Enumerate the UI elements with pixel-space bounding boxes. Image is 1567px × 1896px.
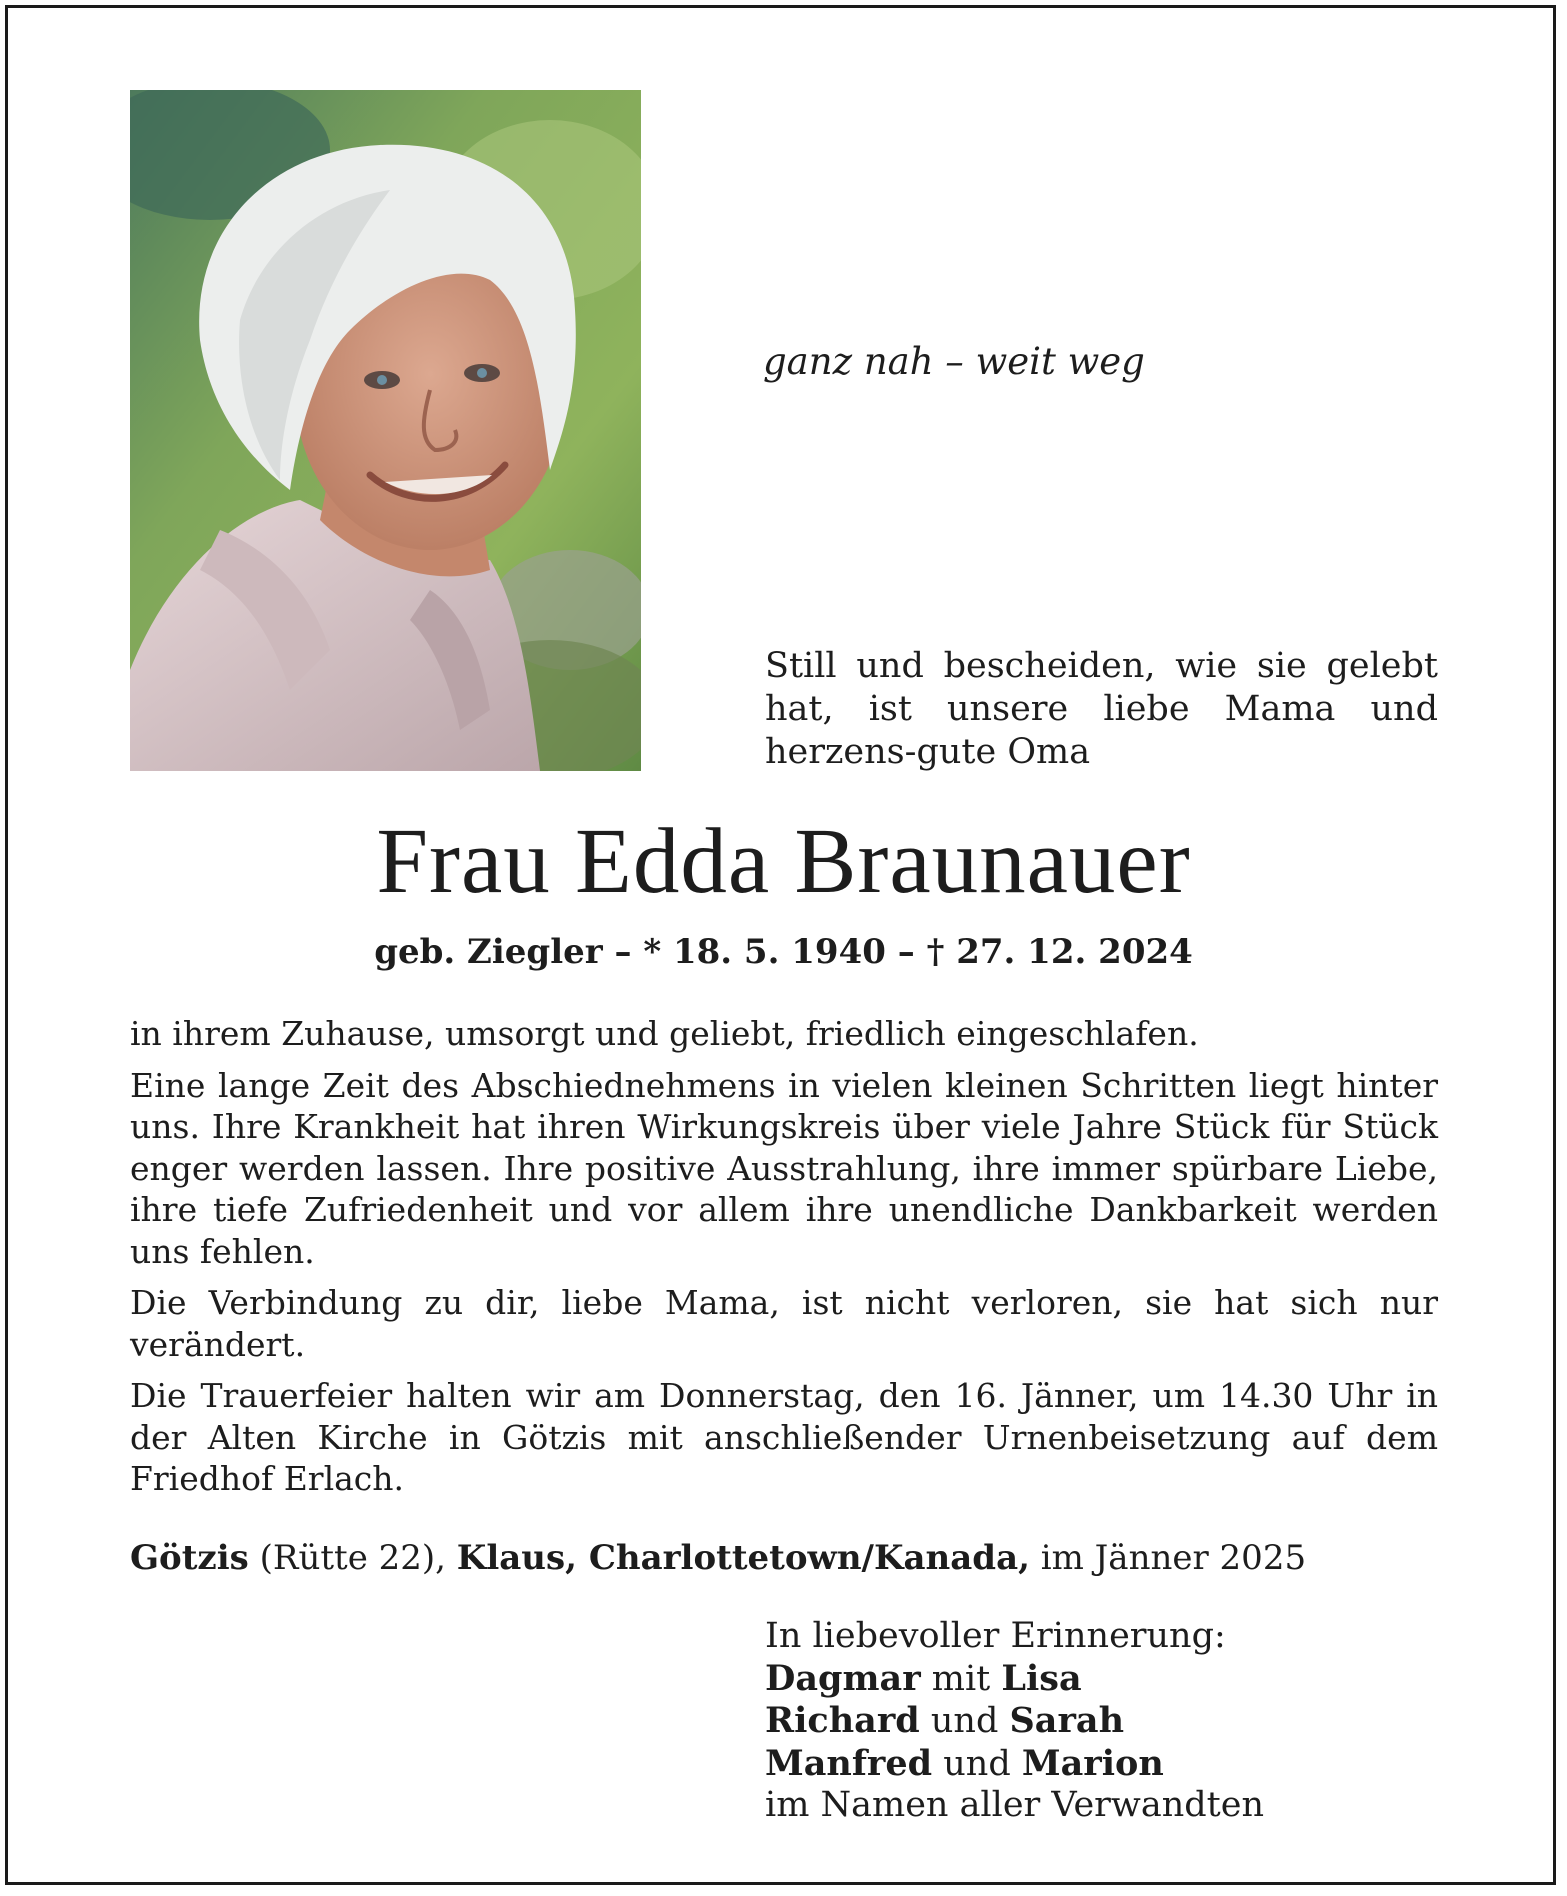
- family-name-primary: Dagmar: [765, 1657, 921, 1699]
- signoff-heading: In liebevoller Erinnerung:: [765, 1616, 1226, 1656]
- place-town-1: Götzis: [130, 1538, 249, 1578]
- family-name-secondary: Lisa: [1001, 1657, 1082, 1699]
- place-date: im Jänner 2025: [1040, 1538, 1307, 1578]
- place-town-2: Klaus, Charlottetown/Kanada,: [456, 1538, 1030, 1578]
- family-line: [765, 1658, 1445, 1701]
- obituary-body: [130, 1013, 1438, 1510]
- paragraph-1: in ihrem Zuhause, umsorgt und geliebt, friedlich eingeschlafen.: [130, 1014, 1199, 1053]
- family-conjunction: und: [930, 1701, 999, 1741]
- portrait-illustration: [130, 90, 641, 771]
- signoff-block: [765, 1616, 1445, 1827]
- family-line: [765, 1700, 1445, 1743]
- family-name-secondary: Sarah: [1009, 1700, 1125, 1741]
- family-name-primary: Manfred: [765, 1742, 933, 1784]
- intro-text: Still und bescheiden, wie sie gelebt hat, ist unsere liebe Mama und herzens-gute Oma: [765, 646, 1438, 772]
- family-line: [765, 1743, 1445, 1786]
- paragraph-2: Eine lange Zeit des Abschiednehmens in vielen kleinen Schritten liegt hinter uns. Ihre Krankheit hat ihren Wirkungskreis über viele Jahre Stück für Stück enger werden lassen. Ihre positive Ausstrahlung, ihre immer spürbare Liebe, ihre tiefe Zufriedenheit und vor allem ihre unendliche Dankbarkeit werden uns fehlen.: [130, 1065, 1438, 1271]
- places-line: [130, 1538, 1440, 1578]
- paragraph-4: Die Trauerfeier halten wir am Donnerstag, den 16. Jänner, um 14.30 Uhr in der Alten Kirche in Götzis mit anschließender Urnenbeisetzung auf dem Friedhof Erlach.: [130, 1376, 1438, 1498]
- portrait-photo: [130, 90, 641, 771]
- family-conjunction: und: [943, 1743, 1011, 1784]
- family-name-secondary: Marion: [1021, 1742, 1164, 1784]
- motto: ganz nah – weit weg: [763, 340, 1145, 383]
- birth-death-dates: geb. Ziegler – * 18. 5. 1940 – † 27. 12. 2024: [374, 932, 1193, 972]
- deceased-name: Frau Edda Braunauer: [376, 810, 1191, 913]
- family-name-primary: Richard: [765, 1700, 920, 1741]
- family-conjunction: mit: [931, 1658, 991, 1699]
- signoff-closing: im Namen aller Verwandten: [765, 1785, 1264, 1825]
- paragraph-3: Die Verbindung zu dir, liebe Mama, ist nicht verloren, sie hat sich nur verändert.: [130, 1283, 1438, 1364]
- place-address: (Rütte 22),: [259, 1538, 446, 1578]
